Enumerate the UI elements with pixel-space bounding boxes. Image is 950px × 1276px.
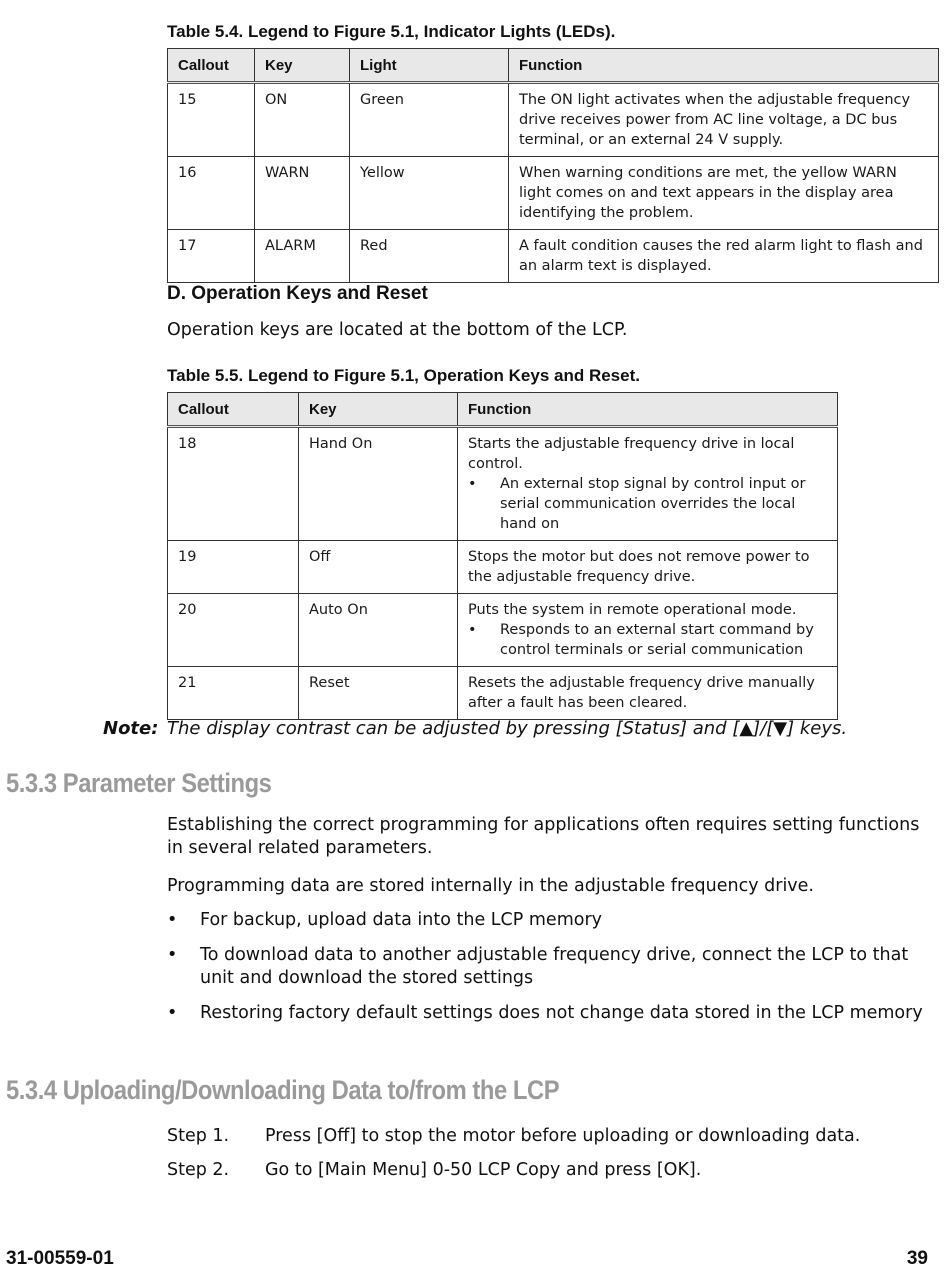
step-text: Go to [Main Menu] 0-50 LCP Copy and press [OK].	[265, 1160, 702, 1180]
function-cell: When warning conditions are met, the yellow WARN light comes on and text appears in the display area identifying the problem.	[509, 157, 939, 230]
table-row	[168, 427, 838, 541]
section-5-3-4-heading: 5.3.4 Uploading/Downloading Data to/from the LCP	[6, 1075, 560, 1105]
list-item-text: Restoring factory default settings does not change data stored in the LCP memory	[200, 1003, 923, 1023]
light-cell: Yellow	[350, 157, 509, 230]
function-bullet	[468, 620, 827, 660]
note-label: Note:	[103, 718, 159, 739]
section-d-heading: D. Operation Keys and Reset	[167, 283, 428, 304]
table-row	[168, 541, 838, 594]
callout-cell: 15	[168, 83, 255, 157]
table-5-4	[167, 48, 939, 283]
function-cell	[458, 594, 838, 667]
step-label: Step 1.	[167, 1126, 230, 1146]
table-5-5	[167, 392, 838, 720]
bullet-text: Responds to an external start command by control terminals or serial communication	[500, 622, 814, 658]
header-function: Function	[509, 49, 939, 83]
step-item	[167, 1160, 701, 1180]
header-key: Key	[255, 49, 350, 83]
function-cell: Stops the motor but does not remove power to the adjustable frequency drive.	[458, 541, 838, 594]
key-cell: Off	[299, 541, 458, 594]
footer-doc-number: 31-00559-01	[6, 1248, 114, 1269]
callout-cell: 16	[168, 157, 255, 230]
section-5-3-3-heading: 5.3.3 Parameter Settings	[6, 768, 272, 798]
bullet-marker: •	[468, 622, 477, 638]
footer-page-number: 39	[906, 1248, 928, 1269]
callout-cell: 20	[168, 594, 299, 667]
table-row	[168, 594, 838, 667]
step-item	[167, 1126, 860, 1146]
bullet-text: An external stop signal by control input or serial communication overrides the local hand on	[500, 476, 806, 532]
key-cell: ON	[255, 83, 350, 157]
callout-cell: 21	[168, 667, 299, 720]
bullet-marker: •	[167, 1003, 178, 1023]
key-cell: Hand On	[299, 427, 458, 541]
key-cell: Reset	[299, 667, 458, 720]
table-row	[168, 83, 939, 157]
key-cell: ALARM	[255, 230, 350, 283]
key-cell: Auto On	[299, 594, 458, 667]
callout-cell: 19	[168, 541, 299, 594]
function-cell: Resets the adjustable frequency drive manually after a fault has been cleared.	[458, 667, 838, 720]
key-cell: WARN	[255, 157, 350, 230]
step-text: Press [Off] to stop the motor before uploading or downloading data.	[265, 1126, 861, 1146]
function-text: Starts the adjustable frequency drive in local control.	[468, 436, 795, 472]
list-item-text: To download data to another adjustable frequency drive, connect the LCP to that unit and download the stored settings	[200, 945, 909, 988]
list-item	[167, 944, 937, 990]
bullet-marker: •	[167, 945, 178, 965]
table-row	[168, 230, 939, 283]
table-row	[168, 157, 939, 230]
callout-cell: 17	[168, 230, 255, 283]
callout-cell: 18	[168, 427, 299, 541]
function-cell: A fault condition causes the red alarm light to flash and an alarm text is displayed.	[509, 230, 939, 283]
function-cell: The ON light activates when the adjustable frequency drive receives power from AC line voltage, a DC bus terminal, or an external 24 V supply.	[509, 83, 939, 157]
bullet-marker: •	[468, 476, 477, 492]
header-callout: Callout	[168, 393, 299, 427]
table-5-5-caption: Table 5.5. Legend to Figure 5.1, Operation Keys and Reset.	[167, 366, 640, 385]
section-5-3-3-para2: Programming data are stored internally in the adjustable frequency drive.	[167, 876, 814, 896]
section-d-text: Operation keys are located at the bottom of the LCP.	[167, 320, 628, 340]
header-function: Function	[458, 393, 838, 427]
header-light: Light	[350, 49, 509, 83]
list-item-text: For backup, upload data into the LCP memory	[200, 910, 602, 930]
function-cell	[458, 427, 838, 541]
note-text: The display contrast can be adjusted by pressing [Status] and [▲]/[▼] keys.	[167, 718, 848, 739]
header-key: Key	[299, 393, 458, 427]
bullet-marker: •	[167, 910, 178, 930]
list-item	[167, 909, 937, 932]
table-5-4-caption: Table 5.4. Legend to Figure 5.1, Indicator Lights (LEDs).	[167, 22, 616, 41]
light-cell: Red	[350, 230, 509, 283]
list-item	[167, 1002, 937, 1025]
light-cell: Green	[350, 83, 509, 157]
section-5-3-3-para1: Establishing the correct programming for applications often requires setting functions in several related parameters.	[167, 815, 920, 858]
header-callout: Callout	[168, 49, 255, 83]
function-bullet	[468, 474, 827, 534]
function-text: Puts the system in remote operational mode.	[468, 602, 797, 618]
step-label: Step 2.	[167, 1160, 230, 1180]
table-row	[168, 667, 838, 720]
